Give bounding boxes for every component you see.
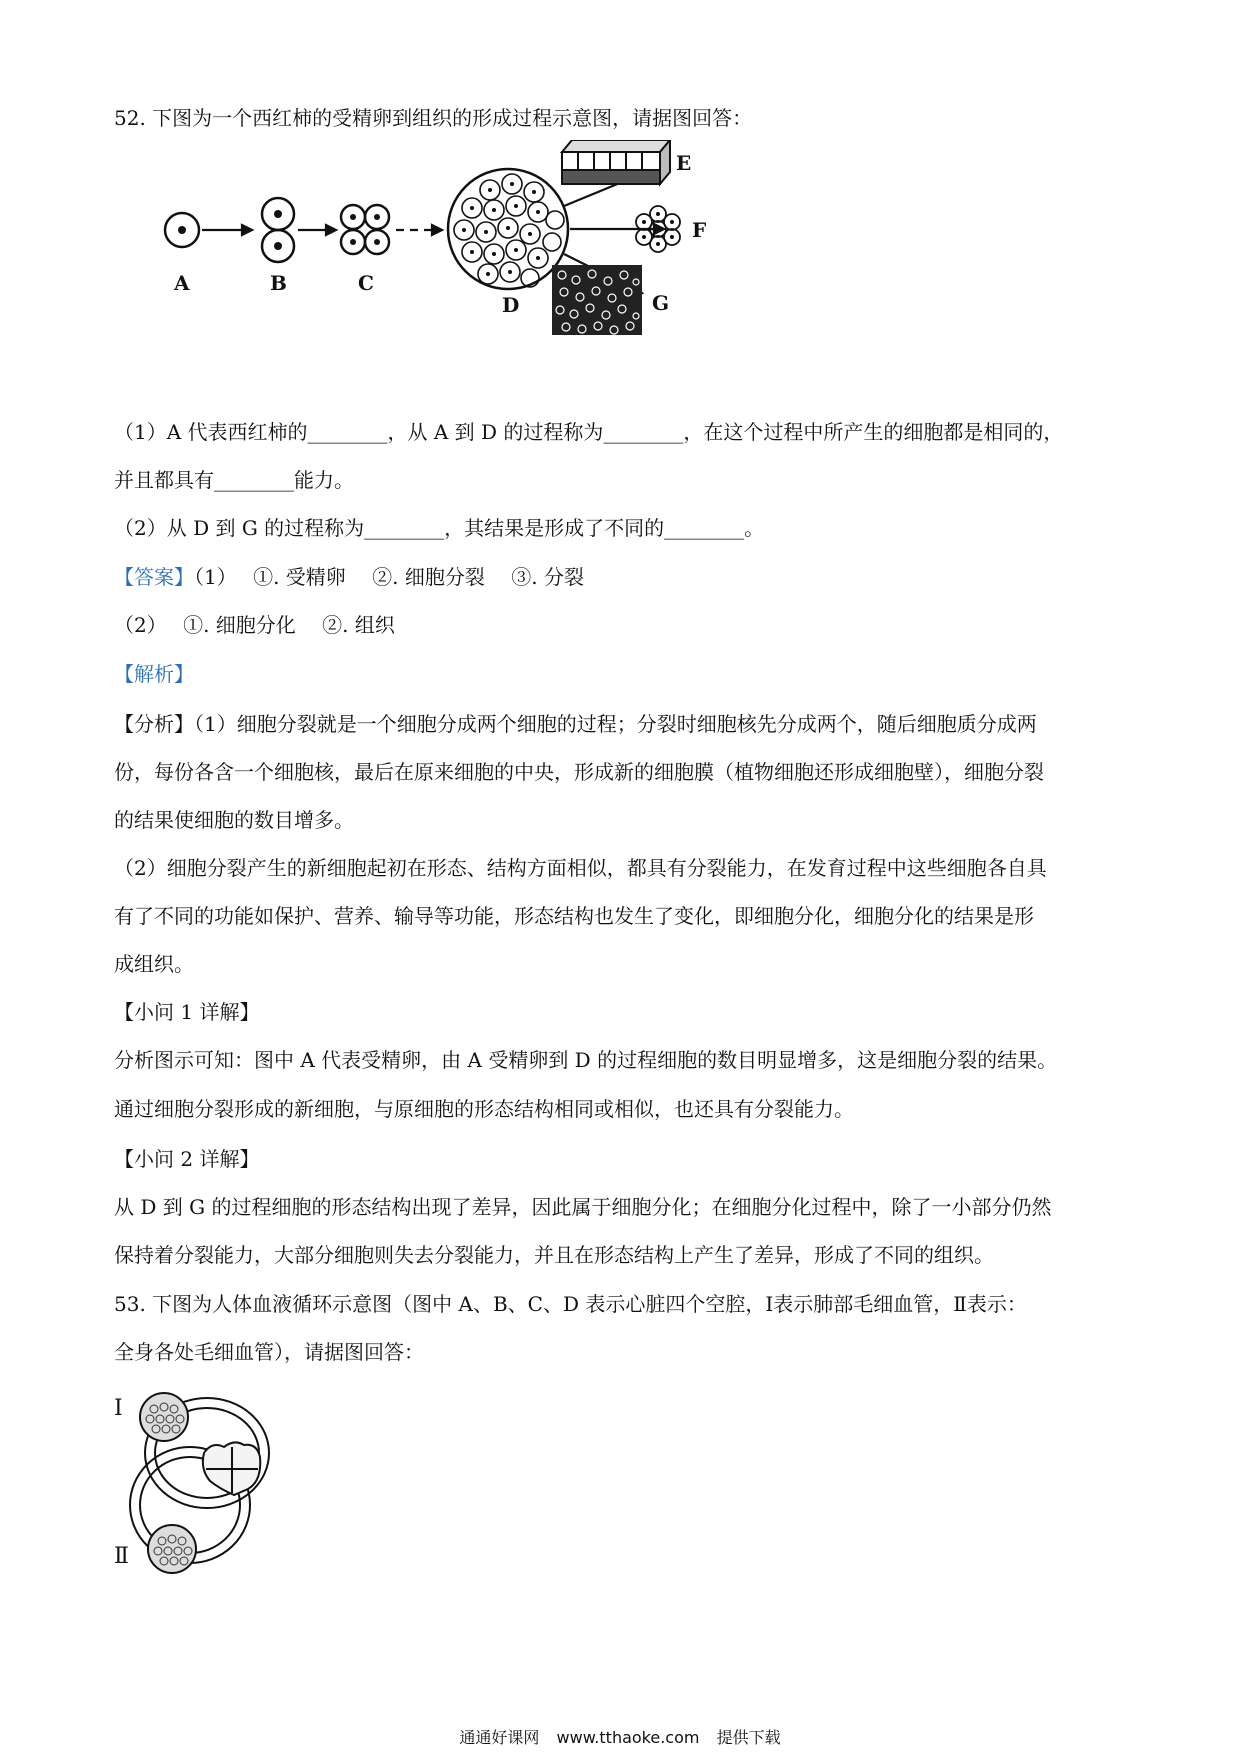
q52-part1-line2: 并且都具有________能力。	[114, 468, 354, 492]
q52-part1-line1: （1）A 代表西红柿的________，从 A 到 D 的过程称为________，在这个过程中所产生的细胞都是相同的，	[114, 420, 1064, 444]
label-pulmonary: Ⅰ	[114, 1396, 123, 1421]
label-systemic: Ⅱ	[114, 1544, 129, 1569]
answer-row-1	[114, 563, 584, 591]
analysis-line: 份，每份各含一个细胞核，最后在原来细胞的中央，形成新的细胞膜（植物细胞还形成细胞壁），细胞分裂	[114, 760, 1044, 784]
answer-tag: 【答案】	[114, 565, 194, 589]
detail2-title: 【小问 2 详解】	[114, 1147, 260, 1171]
analysis-line: 成组织。	[114, 952, 194, 976]
analysis-tag: 【解析】	[114, 662, 194, 686]
analysis-line: 【分析】（1）细胞分裂就是一个细胞分成两个细胞的过程；分裂时细胞核先分成两个，随后细胞质分成两	[114, 712, 1037, 736]
answer-1: （1） ①. 受精卵 ②. 细胞分裂 ③. 分裂	[194, 565, 584, 589]
label-c: C	[358, 271, 374, 295]
label-f: F	[692, 218, 707, 242]
q52-title: 52. 下图为一个西红柿的受精卵到组织的形成过程示意图，请据图回答：	[114, 106, 753, 130]
detail2-line: 从 D 到 G 的过程细胞的形态结构出现了差异，因此属于细胞分化；在细胞分化过程中，除了一小部分仍然	[114, 1195, 1052, 1219]
q53-title-line2: 全身各处毛细血管），请据图回答：	[114, 1340, 424, 1364]
footer-url[interactable]: www.tthaoke.com	[556, 1728, 700, 1747]
cluster-d-cells	[454, 174, 564, 287]
blood-circulation-figure	[112, 1385, 292, 1580]
analysis-line: 有了不同的功能如保护、营养、输导等功能，形态结构也发生了变化，即细胞分化，细胞分化的结果是形	[114, 904, 1034, 928]
label-g: G	[652, 291, 670, 315]
label-a: A	[174, 271, 190, 295]
footer-suffix: 提供下载	[716, 1728, 781, 1747]
detail1-line: 分析图示可知：图中 A 代表受精卵，由 A 受精卵到 D 的过程细胞的数目明显增多，这是细胞分裂的结果。	[114, 1048, 1058, 1072]
detail1-title: 【小问 1 详解】	[114, 1000, 260, 1024]
label-e: E	[676, 151, 692, 175]
label-d: D	[502, 293, 520, 317]
page-footer	[0, 1725, 1240, 1748]
label-b: B	[270, 271, 287, 295]
answer-row-2: （2） ①. 细胞分化 ②. 组织	[114, 613, 395, 637]
detail2-line: 保持着分裂能力，大部分细胞则失去分裂能力，并且在形态结构上产生了差异，形成了不同的组织。	[114, 1243, 994, 1267]
q52-part2: （2）从 D 到 G 的过程称为________，其结果是形成了不同的________。	[114, 516, 765, 540]
analysis-line: 的结果使细胞的数目增多。	[114, 808, 354, 832]
q53-title-line1: 53. 下图为人体血液循环示意图（图中 A、B、C、D 表示心脏四个空腔，Ⅰ表示肺部毛细血管，Ⅱ表示：	[114, 1292, 1027, 1316]
tissue-e	[562, 140, 670, 184]
heart-icon	[203, 1442, 260, 1495]
footer-site-name: 通通好课网	[459, 1728, 540, 1747]
tissue-g	[552, 265, 642, 335]
analysis-line: （2）细胞分裂产生的新细胞起初在形态、结构方面相似，都具有分裂能力，在发育过程中这些细胞各自具	[114, 856, 1047, 880]
cell-division-figure	[150, 140, 810, 365]
detail1-line: 通过细胞分裂形成的新细胞，与原细胞的形态结构相同或相似，也还具有分裂能力。	[114, 1097, 854, 1121]
